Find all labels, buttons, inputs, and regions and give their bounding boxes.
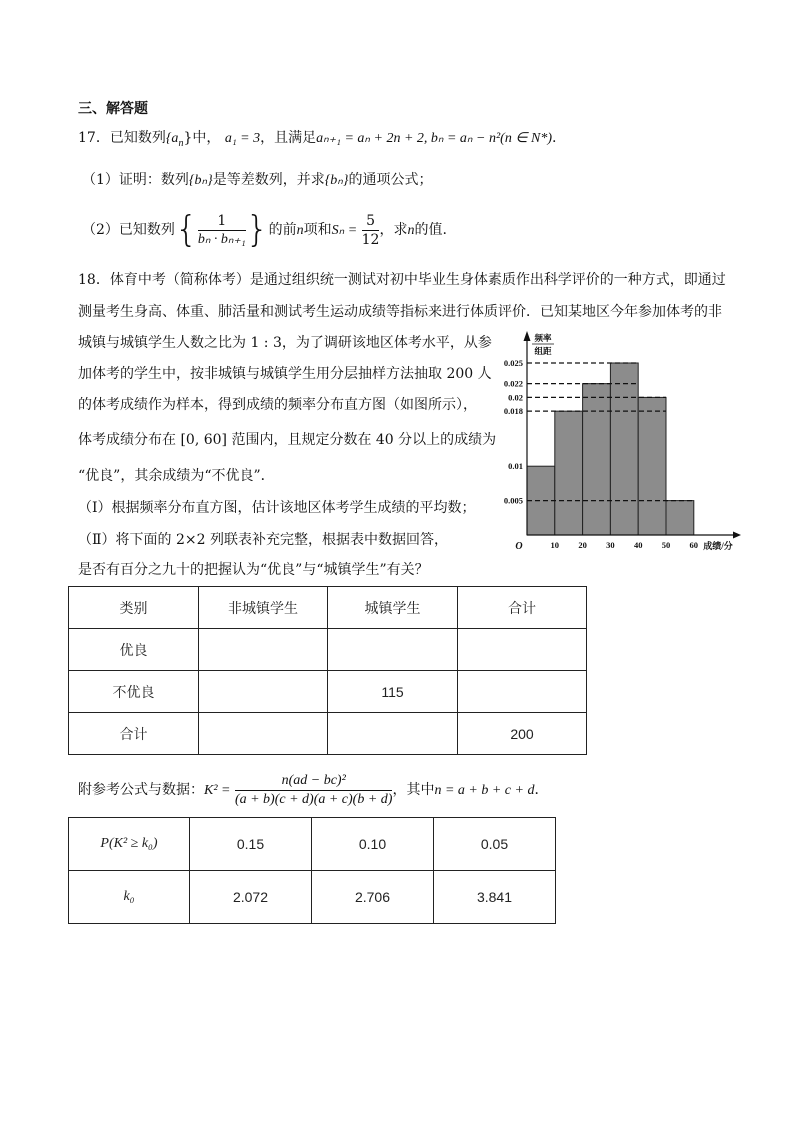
x-axis-arrow — [733, 532, 741, 539]
q17-frac-num: 1 — [198, 212, 246, 231]
header-non-urban: 非城镇学生 — [199, 587, 328, 629]
q17-p2-d: ，求 — [379, 222, 408, 238]
row-label-k0: k₀ — [69, 871, 190, 924]
y-axis-arrow — [524, 331, 531, 341]
table-cell: 200 — [458, 713, 587, 755]
section-title: 三、解答题 — [78, 101, 148, 117]
table-cell: 0.05 — [434, 818, 556, 871]
q17-sum-den: 12 — [361, 231, 380, 248]
header-urban: 城镇学生 — [328, 587, 458, 629]
y-tick-label: 0.005 — [503, 495, 523, 506]
histogram-chart — [495, 325, 745, 555]
q17-part2 — [82, 210, 447, 251]
q17-p2-b: 的前 — [268, 222, 297, 238]
q17-seq-a: {a — [165, 131, 179, 146]
q17-sum-fraction — [362, 212, 380, 249]
histogram-bar — [638, 397, 666, 535]
contingency-header-row — [69, 587, 587, 629]
q17-sum-num: 5 — [362, 212, 380, 231]
q18-part2b: 是否有百分之九十的把握认为“优良”与“城镇学生”有关？ — [78, 562, 429, 578]
row-label-excellent: 优良 — [69, 629, 199, 671]
y-tick-label: 0.025 — [503, 358, 523, 368]
table-cell — [199, 629, 328, 671]
q18-line4: 加体考的学生中，按非城镇与城镇学生用分层抽样方法抽取 200 人 — [78, 366, 492, 382]
formula-lhs: K² = — [204, 783, 231, 798]
y-tick-label: 0.01 — [508, 461, 523, 472]
table-cell — [328, 629, 458, 671]
q17-p1-b: 是等差数列，并求 — [212, 172, 325, 188]
q17-p1-seq: {bₙ} — [188, 173, 213, 188]
q17-intro-a: 17．已知数列 — [78, 130, 166, 146]
table-row — [69, 871, 556, 924]
q18-line3: 城镇与城镇学生人数之比为 1 : 3，为了调研该地区体考水平，从参 — [78, 335, 492, 351]
x-axis-label: 成绩/分 — [703, 541, 733, 551]
x-tick-label: 10 — [550, 540, 560, 550]
q17-p2-S: Sₙ = — [331, 223, 358, 238]
q17-initial-condition: a₁ = 3 — [224, 131, 261, 146]
q17-p2-e: 的值. — [414, 222, 447, 238]
x-tick-label: 20 — [578, 540, 587, 550]
histogram-bar — [555, 411, 583, 535]
y-axis-label-top: 频率 — [534, 333, 552, 343]
critical-value-table — [68, 817, 556, 924]
q17-condition: (n ∈ N*) — [500, 131, 553, 146]
header-total: 合计 — [458, 587, 587, 629]
table-cell — [199, 671, 328, 713]
reference-formula — [78, 770, 548, 811]
q17-fraction — [198, 212, 246, 249]
x-tick-label: 50 — [661, 540, 671, 550]
q18-line1: 18．体育中考（简称体考）是通过组织统一测试对初中毕业生身体素质作出科学评价的一种方式，即通过 — [78, 272, 726, 288]
x-tick-label: 40 — [633, 540, 643, 550]
formula-num: n(ad − bc)² — [235, 772, 393, 791]
y-tick-label: 0.018 — [503, 406, 523, 417]
histogram-bar — [666, 501, 694, 535]
row-label-not-excellent: 不优良 — [69, 671, 199, 713]
table-cell — [458, 629, 587, 671]
formula-fraction — [235, 772, 393, 809]
q17-intro-b: }中， — [183, 130, 221, 146]
q18-part1: （Ⅰ）根据频率分布直方图，估计该地区体考学生成绩的平均数； — [78, 500, 476, 516]
table-row — [69, 671, 587, 713]
formula-suffix-c: ． — [534, 782, 549, 798]
q17-part1 — [82, 170, 432, 191]
contingency-table — [68, 586, 587, 755]
q17-p2-a: （2）已知数列 — [82, 222, 175, 238]
q17-frac-den: bₙ · bₙ₊₁ — [197, 231, 246, 247]
q17-p1-a: （1）证明：数列 — [82, 172, 189, 188]
table-cell: 0.10 — [312, 818, 434, 871]
table-cell: 2.706 — [312, 871, 434, 924]
table-row — [69, 818, 556, 871]
formula-den: (a + b)(c + d)(a + c)(b + d) — [234, 791, 393, 807]
origin-label: O — [515, 541, 523, 552]
table-cell — [458, 671, 587, 713]
q17-intro-end: . — [552, 130, 557, 146]
q17-p2-c: 项和 — [303, 222, 332, 238]
formula-suffix-b: n = a + b + c + d — [434, 783, 535, 798]
table-row — [69, 713, 587, 755]
left-brace: { — [174, 209, 198, 250]
q17-recurrence: aₙ₊₁ = aₙ + 2n + 2, bₙ = aₙ − n² — [316, 131, 501, 146]
q17-intro: 17．已知数列$\{a_n\}$中， a₁ = 3，且满足aₙ₊₁ = aₙ + 2n + 2, bₙ = aₙ − n²(n ∈ N*). — [78, 130, 557, 149]
q18-line2: 测量考生身高、体重、肺活量和测试考生运动成绩等指标来进行体质评价．已知某地区今年参加体考的非 — [78, 304, 722, 320]
q17-p2-n: n — [296, 223, 304, 238]
row-label-total: 合计 — [69, 713, 199, 755]
table-row — [69, 629, 587, 671]
q17-p2-n2: n — [407, 223, 415, 238]
q17-p1-c: 的通项公式； — [348, 172, 433, 188]
table-cell — [199, 713, 328, 755]
y-tick-label: 0.02 — [508, 392, 523, 403]
q18-line6: 体考成绩分布在 [0, 60] 范围内，且规定分数在 40 分以上的成绩为 — [78, 432, 497, 448]
q17-p1-seq2: {bₙ} — [324, 173, 349, 188]
q17-intro-c: ，且满足 — [260, 130, 317, 146]
q18-part2: （Ⅱ）将下面的 2×2 列联表补充完整，根据表中数据回答， — [78, 532, 448, 548]
histogram-bar — [583, 384, 611, 535]
q18-line7: “优良”，其余成绩为“不优良”． — [78, 468, 275, 484]
right-brace: } — [245, 209, 269, 250]
row-label-probability: P(K² ≥ k₀) — [69, 818, 190, 871]
header-category: 类别 — [69, 587, 199, 629]
table-cell: 115 — [328, 671, 458, 713]
histogram-bar — [610, 363, 638, 535]
x-tick-label: 30 — [606, 540, 615, 550]
q18-line5: 的体考成绩作为样本，得到成绩的频率分布直方图（如图所示）， — [78, 397, 477, 413]
table-cell: 0.15 — [190, 818, 312, 871]
table-cell: 3.841 — [434, 871, 556, 924]
table-cell — [328, 713, 458, 755]
table-cell: 2.072 — [190, 871, 312, 924]
x-tick-label: 60 — [689, 540, 699, 550]
formula-suffix-a: ，其中 — [392, 782, 435, 798]
formula-prefix: 附参考公式与数据： — [78, 782, 204, 798]
y-axis-label-bottom: 组距 — [534, 346, 552, 356]
y-tick-label: 0.022 — [503, 378, 523, 389]
